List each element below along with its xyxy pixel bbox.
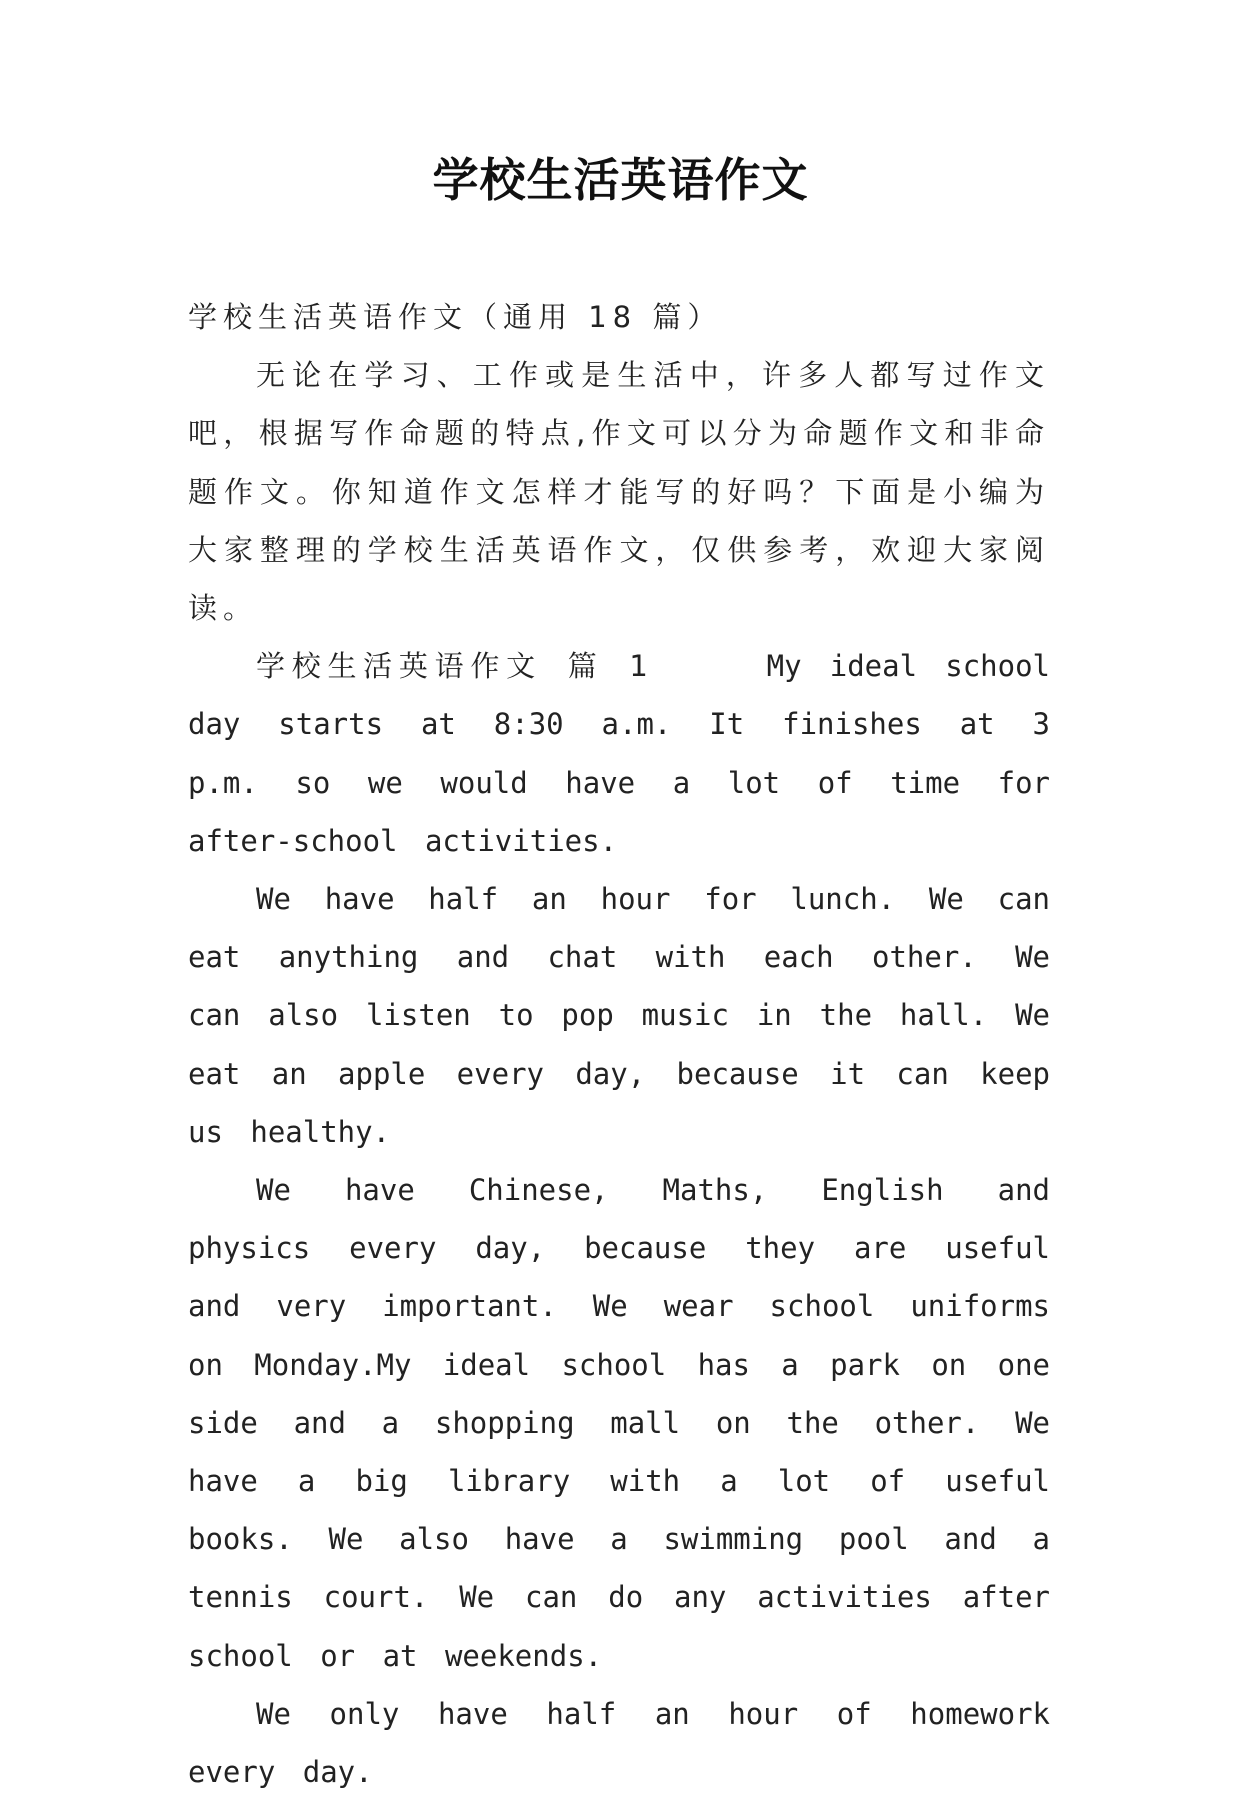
essay-paragraph-4: We only have half an hour of homework every day. (188, 1696, 1050, 1790)
document-subtitle: 学校生活英语作文（通用 18 篇） (188, 300, 723, 334)
intro-paragraph: 无论在学习、工作或是生活中，许多人都写过作文吧，根据写作命题的特点,作文可以分为命题作文和非命题作文。你知道作文怎样才能写的好吗？下面是小编为大家整理的学校生活英语作文，仅供参考，欢迎大家阅读。 (188, 358, 1050, 626)
essay-paragraph-1-text: My ideal school day starts at 8:30 a.m. It finishes at 3 p.m. so we would have a lot of time for after-school activities. (188, 649, 1050, 858)
document-body (188, 288, 1050, 1801)
essay-paragraph-2: We have half an hour for lunch. We can eat anything and chat with each other. We can also listen to pop music in the hall. We eat an apple every day, because it can keep us healthy. (188, 882, 1050, 1149)
essay-paragraph-3: We have Chinese, Maths, English and physics every day, because they are useful and very important. We wear school uniforms on Monday.My ideal school has a park on one side and a shopping mall on the other. We have a big library with a lot of useful books. We also have a swimming pool and a tennis court. We can do any activities after school or at weekends. (188, 1173, 1050, 1673)
page-title: 学校生活英语作文 (432, 153, 809, 207)
essay-heading: 学校生活英语作文 篇 1 (256, 649, 654, 684)
essay-paragraph-1 (188, 637, 1050, 870)
